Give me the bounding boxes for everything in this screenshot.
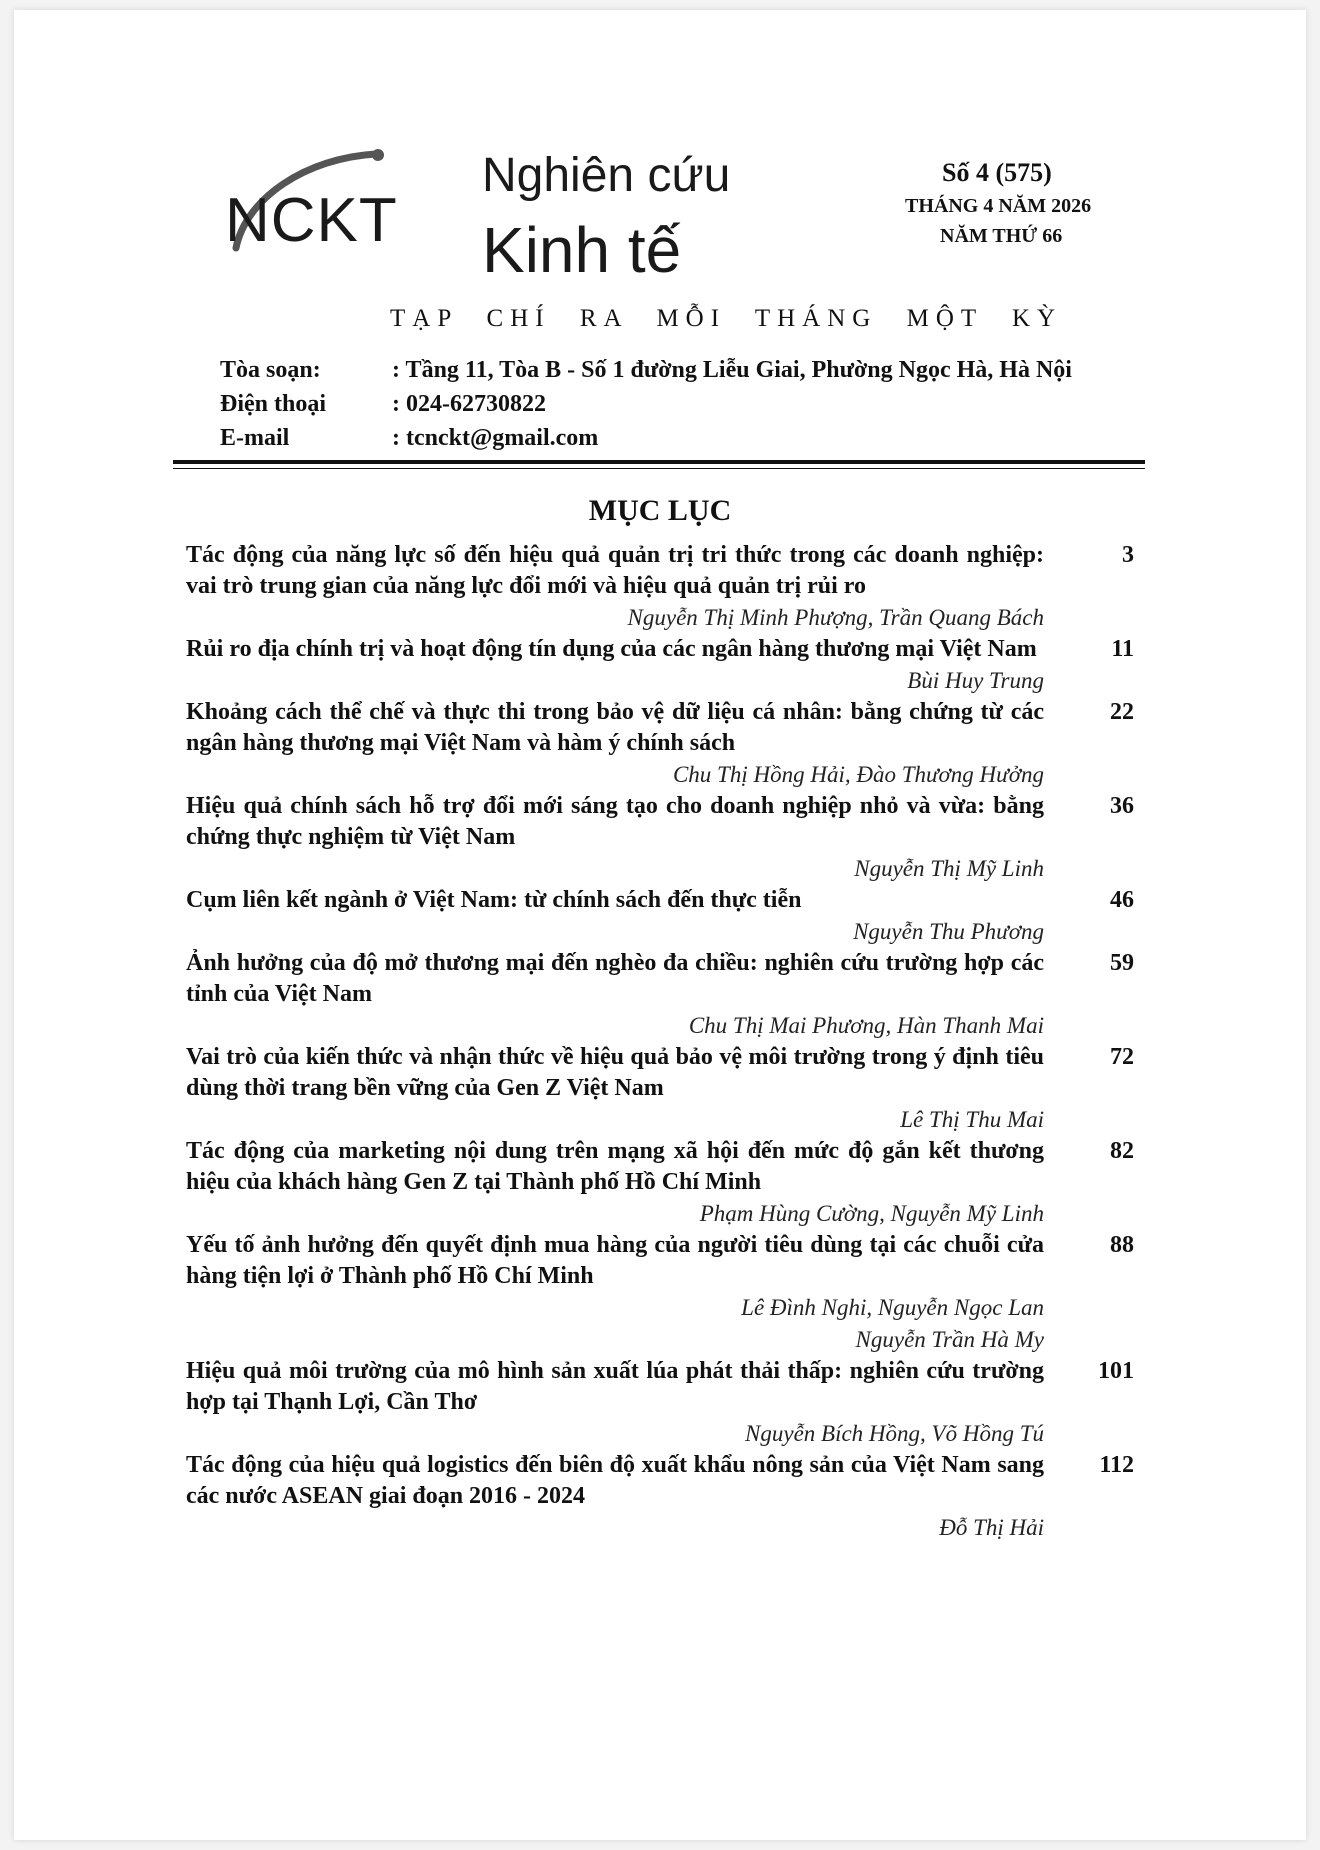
contact-row-address — [220, 357, 1072, 383]
contact-value: : 024-62730822 — [392, 391, 546, 417]
article-authors: Nguyễn Thị Mỹ Linh — [854, 856, 1044, 881]
issue-month: THÁNG 4 NĂM 2026 — [905, 195, 1092, 217]
page-number: 88 — [1110, 1232, 1134, 1258]
article-title: Tác động của hiệu quả logistics đến biên độ xuất khẩu nông sản của Việt Nam sang các nước ASEAN giai đoạn 2016 - 2024 — [186, 1452, 1044, 1509]
toc-item — [186, 885, 1134, 948]
toc-item — [186, 948, 1134, 1042]
article-authors: Nguyễn Trần Hà My — [855, 1327, 1044, 1352]
article-title: Khoảng cách thể chế và thực thi trong bảo vệ dữ liệu cá nhân: bằng chứng từ các ngân hàng thương mại Việt Nam và hàm ý chính sách — [186, 699, 1044, 756]
toc-item — [186, 791, 1134, 885]
table-of-contents — [186, 540, 1134, 1544]
contact-label: Điện thoại — [220, 391, 327, 417]
article-authors: Nguyễn Bích Hồng, Võ Hồng Tú — [745, 1421, 1044, 1446]
page-number: 112 — [1099, 1452, 1134, 1478]
page-number: 82 — [1110, 1138, 1134, 1164]
article-title: Vai trò của kiến thức và nhận thức về hiệu quả bảo vệ môi trường trong ý định tiêu dùng thời trang bền vững của Gen Z Việt Nam — [186, 1044, 1044, 1101]
logo-text: NCKT — [225, 186, 398, 255]
article-authors: Nguyễn Thị Minh Phượng, Trần Quang Bách — [627, 605, 1044, 630]
divider-thick — [173, 460, 1145, 464]
toc-item — [186, 697, 1134, 791]
page-number: 36 — [1110, 793, 1134, 819]
contact-row-phone — [220, 391, 546, 417]
article-title: Hiệu quả chính sách hỗ trợ đổi mới sáng tạo cho doanh nghiệp nhỏ và vừa: bằng chứng thực nghiệm từ Việt Nam — [186, 793, 1044, 850]
article-title: Tác động của marketing nội dung trên mạng xã hội đến mức độ gắn kết thương hiệu của khách hàng Gen Z tại Thành phố Hồ Chí Minh — [186, 1138, 1044, 1195]
contact-label: Tòa soạn: — [220, 357, 321, 383]
contact-value: : tcnckt@gmail.com — [392, 425, 599, 451]
toc-heading: MỤC LỤC — [588, 494, 732, 527]
page-number: 59 — [1110, 950, 1134, 976]
article-title: Ảnh hưởng của độ mở thương mại đến nghèo đa chiều: nghiên cứu trường hợp các tỉnh của Việt Nam — [186, 950, 1044, 1007]
page-number: 11 — [1111, 636, 1134, 662]
article-authors: Bùi Huy Trung — [907, 668, 1044, 693]
journal-title-line2: Kinh tế — [482, 214, 682, 286]
article-title: Yếu tố ảnh hưởng đến quyết định mua hàng của người tiêu dùng tại các chuỗi cửa hàng tiện lợi ở Thành phố Hồ Chí Minh — [186, 1232, 1044, 1289]
article-title: Rủi ro địa chính trị và hoạt động tín dụng của các ngân hàng thương mại Việt Nam — [186, 636, 1037, 662]
page-number: 22 — [1110, 699, 1134, 725]
contact-value: : Tầng 11, Tòa B - Số 1 đường Liễu Giai, Phường Ngọc Hà, Hà Nội — [392, 357, 1072, 383]
article-authors: Lê Đình Nghi, Nguyễn Ngọc Lan — [741, 1295, 1044, 1320]
article-authors: Chu Thị Hồng Hải, Đào Thương Hưởng — [672, 762, 1044, 787]
divider-thin — [173, 468, 1145, 469]
article-authors: Chu Thị Mai Phương, Hàn Thanh Mai — [688, 1013, 1044, 1038]
issue-number: Số 4 (575) — [942, 158, 1052, 187]
toc-item — [186, 540, 1134, 634]
article-authors: Phạm Hùng Cường, Nguyễn Mỹ Linh — [699, 1201, 1044, 1226]
page-number: 101 — [1098, 1358, 1134, 1384]
article-authors: Nguyễn Thu Phương — [853, 919, 1044, 944]
toc-item — [186, 1136, 1134, 1230]
article-title: Hiệu quả môi trường của mô hình sản xuất lúa phát thải thấp: nghiên cứu trường hợp tại Thạnh Lợi, Cần Thơ — [186, 1358, 1044, 1415]
contact-label: E-mail — [220, 425, 290, 451]
article-title: Cụm liên kết ngành ở Việt Nam: từ chính sách đến thực tiễn — [186, 887, 802, 913]
contact-row-email — [220, 425, 599, 451]
article-authors: Lê Thị Thu Mai — [900, 1107, 1044, 1132]
article-authors: Đỗ Thị Hải — [939, 1515, 1044, 1540]
page-number: 46 — [1110, 887, 1134, 913]
journal-title-line1: Nghiên cứu — [482, 149, 731, 202]
toc-item — [186, 1230, 1134, 1356]
article-title: Tác động của năng lực số đến hiệu quả quản trị tri thức trong các doanh nghiệp: vai trò trung gian của năng lực đổi mới và hiệu quả quản trị rủi ro — [186, 542, 1044, 599]
frequency-line: TẠP CHÍ RA MỖI THÁNG MỘT KỲ — [390, 305, 1063, 332]
toc-item — [186, 1450, 1134, 1544]
page-number: 3 — [1122, 542, 1134, 568]
page-number: 72 — [1110, 1044, 1134, 1070]
issue-year: NĂM THỨ 66 — [940, 225, 1063, 247]
toc-item — [186, 634, 1134, 697]
toc-item — [186, 1042, 1134, 1136]
toc-item — [186, 1356, 1134, 1450]
